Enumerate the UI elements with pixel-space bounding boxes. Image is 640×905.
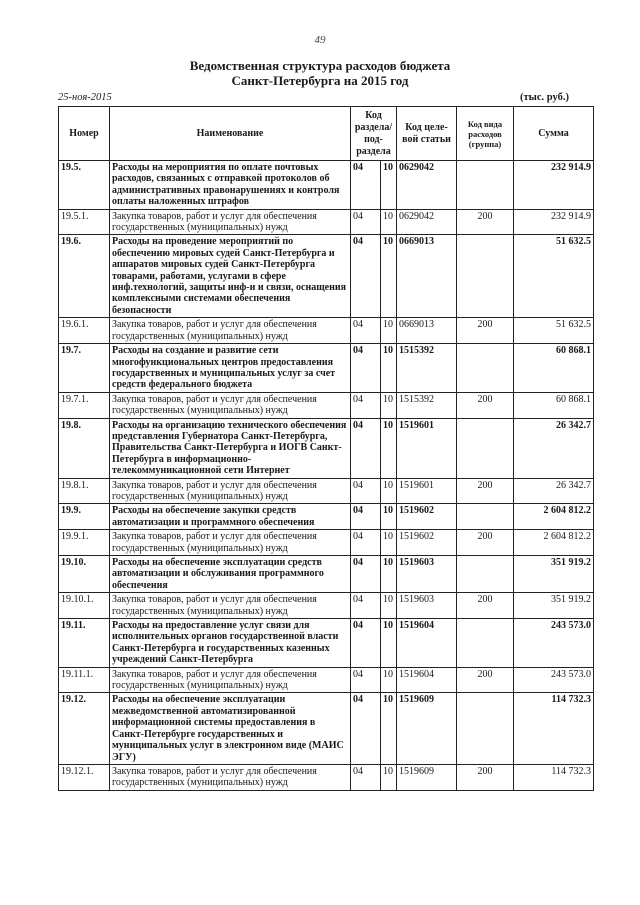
row-subsection: 10 [381, 556, 397, 593]
row-section: 04 [351, 478, 381, 504]
row-article: 1519603 [397, 556, 457, 593]
page-number: 49 [314, 34, 326, 46]
row-number: 19.7.1. [59, 392, 110, 418]
row-article: 1515392 [397, 392, 457, 418]
row-subsection: 10 [381, 619, 397, 668]
row-section: 04 [351, 418, 381, 478]
row-type [457, 504, 514, 530]
header-number: Номер [59, 107, 110, 161]
row-type [457, 418, 514, 478]
row-section: 04 [351, 344, 381, 393]
table-row [59, 235, 594, 318]
row-type: 200 [457, 478, 514, 504]
row-type [457, 344, 514, 393]
row-subsection: 10 [381, 392, 397, 418]
row-sum: 60 868.1 [514, 392, 594, 418]
row-article: 1519602 [397, 530, 457, 556]
row-type [457, 693, 514, 764]
row-sum: 351 919.2 [514, 556, 594, 593]
report-date: 25-ноя-2015 [58, 92, 112, 103]
row-type [457, 619, 514, 668]
table-row [59, 209, 594, 235]
header-sum: Сумма [514, 107, 594, 161]
row-name: Расходы на предоставление услуг связи для исполнительных органов государственной власти Санкт-Петербурга и государственных казенных учреждений Санкт-Петербурга [110, 619, 351, 668]
row-article: 0629042 [397, 209, 457, 235]
row-subsection: 10 [381, 235, 397, 318]
row-name: Закупка товаров, работ и услуг для обеспечения государственных (муниципальных) нужд [110, 530, 351, 556]
row-type: 200 [457, 530, 514, 556]
row-sum: 243 573.0 [514, 667, 594, 693]
row-section: 04 [351, 693, 381, 764]
row-section: 04 [351, 392, 381, 418]
title-line-2: Санкт-Петербурга на 2015 год [231, 73, 409, 88]
row-subsection: 10 [381, 504, 397, 530]
row-article: 1519603 [397, 593, 457, 619]
row-sum: 26 342.7 [514, 478, 594, 504]
table-row [59, 161, 594, 210]
table-row [59, 504, 594, 530]
row-name: Расходы на проведение мероприятий по обеспечению мировых судей Санкт-Петербурга и аппаратов мировых судей Санкт-Петербурга товарами, работами, услугами в сфере инф.технологий, защиты инф-и и связи, оснащения комплексными системами обеспечения безопасности [110, 235, 351, 318]
row-article: 1519609 [397, 764, 457, 790]
row-article: 1519609 [397, 693, 457, 764]
row-section: 04 [351, 556, 381, 593]
header-type: Код вида расходов (группа) [457, 107, 514, 161]
row-article: 1515392 [397, 344, 457, 393]
row-name: Расходы на обеспечение эксплуатации межведомственной автоматизированной информационной системы предоставления в Санкт-Петербурге государственных и муниципальных услуг в электронном виде (МАИС ЭГУ) [110, 693, 351, 764]
row-number: 19.7. [59, 344, 110, 393]
row-section: 04 [351, 504, 381, 530]
row-name: Закупка товаров, работ и услуг для обеспечения государственных (муниципальных) нужд [110, 318, 351, 344]
row-article: 1519604 [397, 667, 457, 693]
row-sum: 2 604 812.2 [514, 530, 594, 556]
row-subsection: 10 [381, 161, 397, 210]
row-sum: 232 914.9 [514, 209, 594, 235]
row-section: 04 [351, 619, 381, 668]
row-sum: 51 632.5 [514, 235, 594, 318]
row-number: 19.9. [59, 504, 110, 530]
row-name: Расходы на обеспечение эксплуатации средств автоматизации и обслуживания программного обеспечения [110, 556, 351, 593]
table-header-row [59, 107, 594, 161]
row-type: 200 [457, 392, 514, 418]
table-row [59, 667, 594, 693]
row-number: 19.6.1. [59, 318, 110, 344]
row-number: 19.5.1. [59, 209, 110, 235]
row-section: 04 [351, 235, 381, 318]
table-row [59, 344, 594, 393]
header-article: Код целе-вой статьи [397, 107, 457, 161]
units-label: (тыс. руб.) [520, 92, 569, 103]
table-row [59, 764, 594, 790]
row-sum: 114 732.3 [514, 764, 594, 790]
row-subsection: 10 [381, 693, 397, 764]
row-subsection: 10 [381, 478, 397, 504]
row-type [457, 161, 514, 210]
document-title [0, 58, 640, 88]
row-number: 19.8.1. [59, 478, 110, 504]
row-type: 200 [457, 764, 514, 790]
row-name: Расходы на создание и развитие сети многофункциональных центров предоставления государственных и муниципальных услуг за счет средств федерального бюджета [110, 344, 351, 393]
row-sum: 26 342.7 [514, 418, 594, 478]
table-row [59, 530, 594, 556]
row-subsection: 10 [381, 593, 397, 619]
row-subsection: 10 [381, 418, 397, 478]
row-article: 1519602 [397, 504, 457, 530]
row-article: 0669013 [397, 235, 457, 318]
row-article: 1519604 [397, 619, 457, 668]
row-name: Закупка товаров, работ и услуг для обеспечения государственных (муниципальных) нужд [110, 209, 351, 235]
row-name: Закупка товаров, работ и услуг для обеспечения государственных (муниципальных) нужд [110, 593, 351, 619]
row-number: 19.10.1. [59, 593, 110, 619]
row-sum: 351 919.2 [514, 593, 594, 619]
row-number: 19.11. [59, 619, 110, 668]
table-row [59, 318, 594, 344]
row-name: Расходы на обеспечение закупки средств автоматизации и программного обеспечения [110, 504, 351, 530]
budget-table [58, 106, 594, 791]
row-number: 19.10. [59, 556, 110, 593]
row-number: 19.12.1. [59, 764, 110, 790]
row-type [457, 235, 514, 318]
row-article: 0669013 [397, 318, 457, 344]
row-section: 04 [351, 764, 381, 790]
row-subsection: 10 [381, 318, 397, 344]
row-number: 19.12. [59, 693, 110, 764]
row-section: 04 [351, 593, 381, 619]
row-section: 04 [351, 667, 381, 693]
row-section: 04 [351, 318, 381, 344]
row-sum: 243 573.0 [514, 619, 594, 668]
row-sum: 2 604 812.2 [514, 504, 594, 530]
row-name: Закупка товаров, работ и услуг для обеспечения государственных (муниципальных) нужд [110, 478, 351, 504]
row-article: 1519601 [397, 478, 457, 504]
table-body [59, 161, 594, 791]
row-name: Закупка товаров, работ и услуг для обеспечения государственных (муниципальных) нужд [110, 667, 351, 693]
table-row [59, 593, 594, 619]
row-type: 200 [457, 593, 514, 619]
row-name: Закупка товаров, работ и услуг для обеспечения государственных (муниципальных) нужд [110, 392, 351, 418]
row-sum: 232 914.9 [514, 161, 594, 210]
row-number: 19.6. [59, 235, 110, 318]
row-number: 19.5. [59, 161, 110, 210]
row-sum: 51 632.5 [514, 318, 594, 344]
row-section: 04 [351, 530, 381, 556]
table-row [59, 619, 594, 668]
table-row [59, 418, 594, 478]
table-row [59, 556, 594, 593]
table-row [59, 478, 594, 504]
row-subsection: 10 [381, 344, 397, 393]
row-section: 04 [351, 161, 381, 210]
row-subsection: 10 [381, 530, 397, 556]
row-type: 200 [457, 318, 514, 344]
row-section: 04 [351, 209, 381, 235]
header-name: Наименование [110, 107, 351, 161]
row-subsection: 10 [381, 667, 397, 693]
row-type [457, 556, 514, 593]
row-name: Закупка товаров, работ и услуг для обеспечения государственных (муниципальных) нужд [110, 764, 351, 790]
row-article: 0629042 [397, 161, 457, 210]
table-row [59, 693, 594, 764]
row-type: 200 [457, 667, 514, 693]
row-sum: 114 732.3 [514, 693, 594, 764]
row-name: Расходы на организацию технического обеспечения представления Губернатора Санкт-Петербурга, Правительства Санкт-Петербурга и ИОГВ Санкт-Петербурга в информационно-телекоммуникационной сети Интернет [110, 418, 351, 478]
row-article: 1519601 [397, 418, 457, 478]
row-type: 200 [457, 209, 514, 235]
header-section: Код раздела/ под-раздела [351, 107, 397, 161]
row-number: 19.9.1. [59, 530, 110, 556]
row-sum: 60 868.1 [514, 344, 594, 393]
row-number: 19.11.1. [59, 667, 110, 693]
row-subsection: 10 [381, 764, 397, 790]
row-name: Расходы на мероприятия по оплате почтовых расходов, связанных с отправкой протоколов об административных правонарушениях и контроля оплаты наложенных штрафов [110, 161, 351, 210]
row-number: 19.8. [59, 418, 110, 478]
table-row [59, 392, 594, 418]
row-subsection: 10 [381, 209, 397, 235]
title-line-1: Ведомственная структура расходов бюджета [189, 58, 451, 73]
